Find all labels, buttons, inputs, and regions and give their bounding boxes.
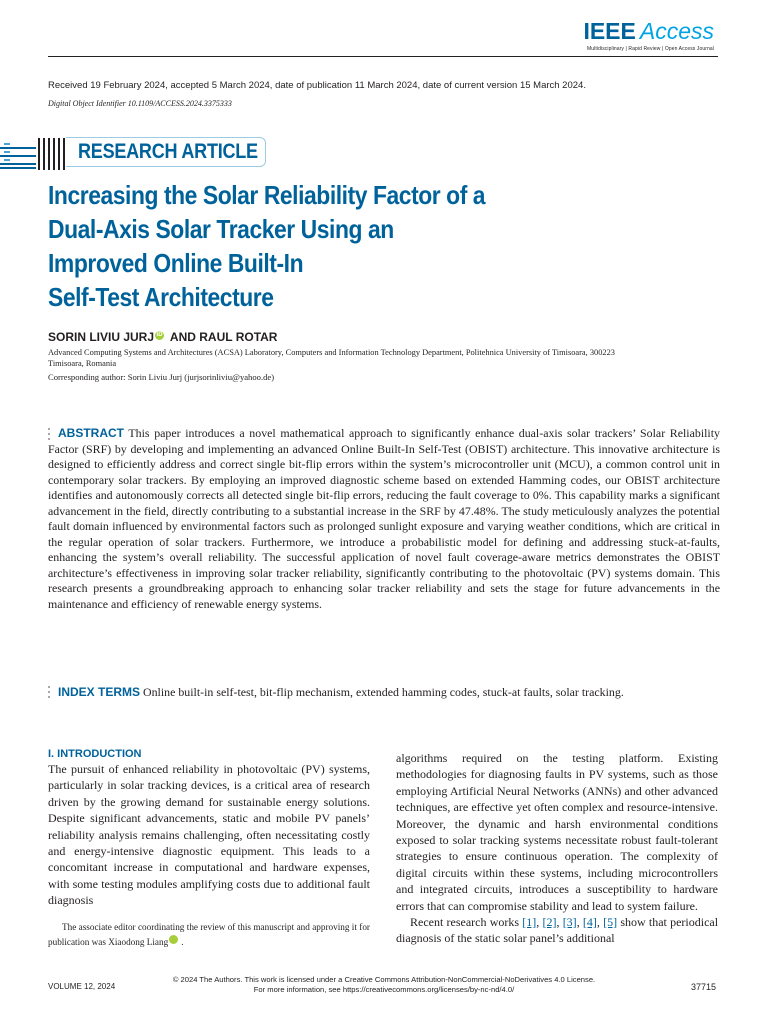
intro-paragraph-1: The pursuit of enhanced reliability in photovoltaic (PV) systems, particularly in solar tracking devices, is a critical area of research driven by the growing demand for sustainable energy solutions. Despite significant advancements, static and mobile PV panels’ reliability analysis remains challenging, often necessitating costly and energy-intensive diagnostic equipment. This leads to a concomitant increase in computational and hardware expenses, with some testing modules amplifying costs due to additional fault diagnosis	[48, 762, 370, 908]
affiliation: Advanced Computing Systems and Architectures (ACSA) Laboratory, Computers and Information Technology Department, Politehnica University of Timisoara, 300223 Timisoara, Romania	[48, 348, 615, 368]
author-2: AND RAUL ROTAR	[169, 330, 278, 344]
logo-wordmark	[583, 18, 714, 44]
banner-bars-graphic	[38, 138, 65, 170]
paragraph-2-start: Recent research works	[410, 915, 520, 930]
banner-label: RESEARCH ARTICLE	[78, 140, 258, 163]
reference-link-2[interactable]: [2]	[542, 915, 557, 930]
editor-footnote: The associate editor coordinating the review of this manuscript and approving it for publication was Xiaodong Liang iD.	[48, 922, 370, 947]
title-line: Improved Online Built-In	[48, 248, 304, 278]
index-terms-text: Online built-in self-test, bit-flip mechanism, extended hamming codes, stuck-at faults, solar tracking.	[143, 685, 624, 699]
banner-lines-graphic	[0, 143, 36, 171]
paragraph-2-end: show that periodical diagnosis of the static solar panel’s additional	[396, 915, 719, 946]
license-line-1: © 2024 The Authors. This work is licensed under a Creative Commons Attribution-NonCommercial-NoDerivatives 4.0 License.	[172, 975, 596, 984]
abstract-text: This paper introduces a novel mathematical approach to significantly enhance dual-axis solar trackers’ Solar Reliability Factor (SRF) by developing and implementing an advanced Online Built-In Self-Test (OBIST) architecture. This innovative architecture is designed to efficiently address and correct single bit-flip errors within the system’s microcontroller unit (MCU), a common control unit in contemporary solar trackers. By employing an improved diagnostic scheme based on extended Hamming codes, our OBIST architecture identifies and autonomously corrects all detected single bit-flip errors, reducing the fault coverage to 0%. This capability marks a significant advancement in the field, directly contributing to a substantial increase in the SRF by 47.48%. The study meticulously analyzes the potential fault domain influenced by environmental factors such as prolonged sunlight exposure and varying weather conditions, which are critical in the regular operation of solar trackers. Furthermore, we introduce a probabilistic model for defining and addressing stuck-at-faults, enhancing the system’s overall reliability. The successful application of novel fault coverage-aware metrics demonstrates the OBIST architecture’s effectiveness in improving solar tracker reliability, significantly contributing to the photovoltaic (PV) systems domain. This research presents a groundbreaking approach to enhancing solar tracker reliability and sets the stage for future advancements in the maintenance and efficiency of renewable energy systems.	[48, 426, 720, 611]
author-1: SORIN LIVIU JURJ	[48, 330, 155, 344]
footnote-text: The associate editor coordinating the review of this manuscript and approving it for publication was Xiaodong Liang	[48, 922, 370, 947]
publication-dates: Received 19 February 2024, accepted 5 March 2024, date of publication 11 March 2024, date of current version 15 March 2024.	[48, 80, 586, 91]
intro-paragraph-continued: algorithms required on the testing platform. Existing methodologies for diagnosing faults in PV systems, such as those employing Artificial Neural Networks (ANNs) and other advanced techniques, are effective yet often complex and resource-intensive. Moreover, the dynamic and harsh environmental conditions exposed to solar tracking systems necessitate robust fault-tolerant strategies to ensure continuous operation. The complexity of digital circuits within these systems, including microcontrollers and integrated circuits, introduces a susceptibility to hardware errors that can compromise stability and lead to system failure.	[396, 751, 718, 913]
license-line-2[interactable]: For more information, see https://creativecommons.org/licenses/by-nc-nd/4.0/	[253, 985, 515, 994]
orcid-icon[interactable]: iD	[169, 935, 178, 944]
logo-tagline: Multidisciplinary | Rapid Review | Open Access Journal	[587, 46, 714, 52]
title-line: Increasing the Solar Reliability Factor of a	[48, 180, 486, 210]
reference-link-4[interactable]: [4]	[582, 915, 597, 930]
intro-paragraph-2: Recent research works [1], [2], [3], [4], [5] show that periodical diagnosis of the static solar panel’s additional	[396, 915, 719, 946]
license-notice	[0, 975, 768, 995]
abstract	[48, 426, 720, 612]
page-number: 37715	[690, 982, 716, 992]
reference-link-3[interactable]: [3]	[562, 915, 577, 930]
volume-info: VOLUME 12, 2024	[48, 982, 116, 991]
logo-access: Access	[639, 18, 714, 44]
header-rule	[48, 56, 718, 57]
index-terms-heading: INDEX TERMS	[58, 685, 141, 699]
logo-ieee: IEEE	[583, 18, 636, 44]
title-line: Dual-Axis Solar Tracker Using an	[48, 214, 394, 244]
research-article-banner	[0, 132, 330, 174]
abstract-heading: ABSTRACT	[58, 426, 124, 440]
corresponding-author: Corresponding author: Sorin Liviu Jurj (jurjsorinliviu@yahoo.de)	[48, 372, 275, 382]
section-heading-introduction: I. INTRODUCTION	[48, 748, 142, 760]
right-column	[396, 750, 718, 947]
title-line: Self-Test Architecture	[48, 282, 274, 312]
orcid-icon[interactable]: iD	[156, 332, 163, 338]
left-column	[48, 748, 370, 909]
reference-link-1[interactable]: [1]	[522, 915, 537, 930]
reference-link-5[interactable]: [5]	[603, 915, 618, 930]
paper-title	[48, 178, 608, 314]
doi: Digital Object Identifier 10.1109/ACCESS.2024.3375333	[48, 99, 232, 108]
index-terms	[48, 685, 720, 701]
authors	[48, 330, 277, 344]
journal-logo	[583, 18, 714, 52]
